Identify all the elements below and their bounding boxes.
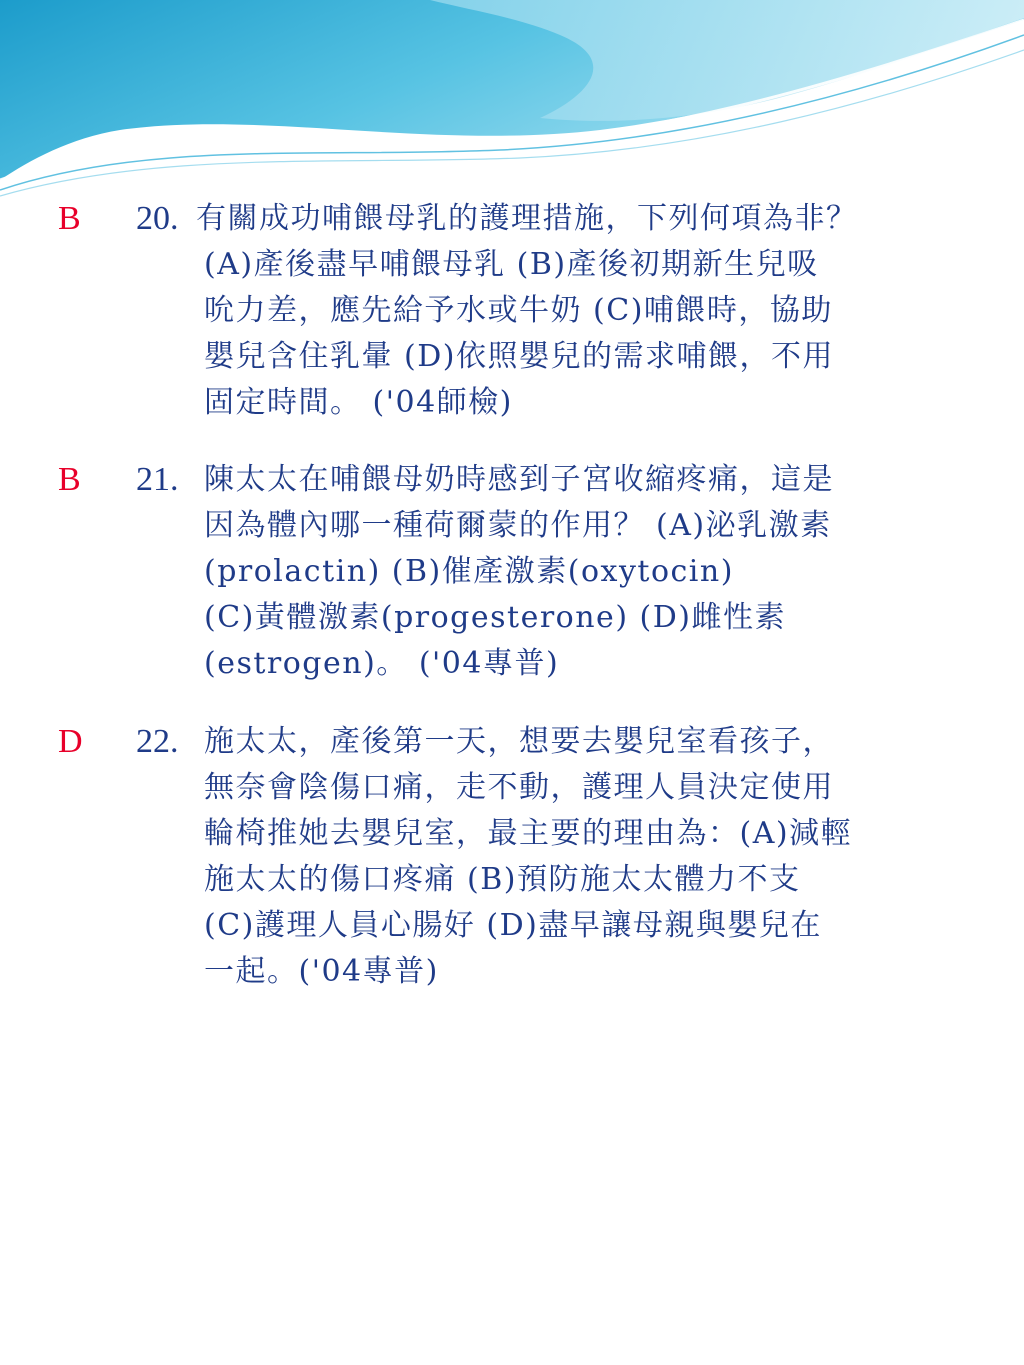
question-text-line: (C)護理人員心腸好 (D)盡早讓母親與嬰兒在: [204, 908, 822, 943]
question-text-line: (A)產後盡早哺餵母乳 (B)產後初期新生兒吸: [204, 247, 819, 282]
question-text-line: 無奈會陰傷口痛，走不動，護理人員決定使用: [204, 770, 834, 805]
question-text-line: 嬰兒含住乳暈 (D)依照嬰兒的需求哺餵，不用: [204, 339, 834, 374]
question-text-line: 有關成功哺餵母乳的護理措施，下列何項為非？: [196, 201, 858, 236]
question-text-line: 吮力差，應先給予水或牛奶 (C)哺餵時，協助: [204, 293, 833, 328]
question-text-line: 施太太的傷口疼痛 (B)預防施太太體力不支: [204, 862, 801, 897]
question-text-line: 輪椅推她去嬰兒室，最主要的理由為：(A)減輕: [204, 816, 853, 851]
question-number: 20.: [136, 200, 179, 237]
answer-key: B: [58, 200, 81, 237]
question-text-line: (estrogen)。 ('04專普): [204, 646, 560, 681]
question-number: 21.: [136, 461, 179, 498]
answer-key: B: [58, 461, 81, 498]
question-text-line: 陳太太在哺餵母奶時感到子宮收縮疼痛，這是: [204, 462, 834, 497]
question-text-line: 施太太，產後第一天，想要去嬰兒室看孩子，: [204, 724, 834, 759]
question-text-line: (prolactin) (B)催產激素(oxytocin): [204, 554, 734, 589]
answer-key: D: [58, 723, 83, 760]
question-text-line: (C)黃體激素(progesterone) (D)雌性素: [204, 600, 787, 635]
question-text-line: 固定時間。 ('04師檢): [204, 385, 513, 420]
question-text-line: 因為體內哪一種荷爾蒙的作用？ (A)泌乳激素: [204, 508, 832, 543]
header-wave-decoration: [0, 0, 1024, 200]
question-number: 22.: [136, 723, 179, 760]
question-text-line: 一起。('04專普): [204, 954, 439, 989]
